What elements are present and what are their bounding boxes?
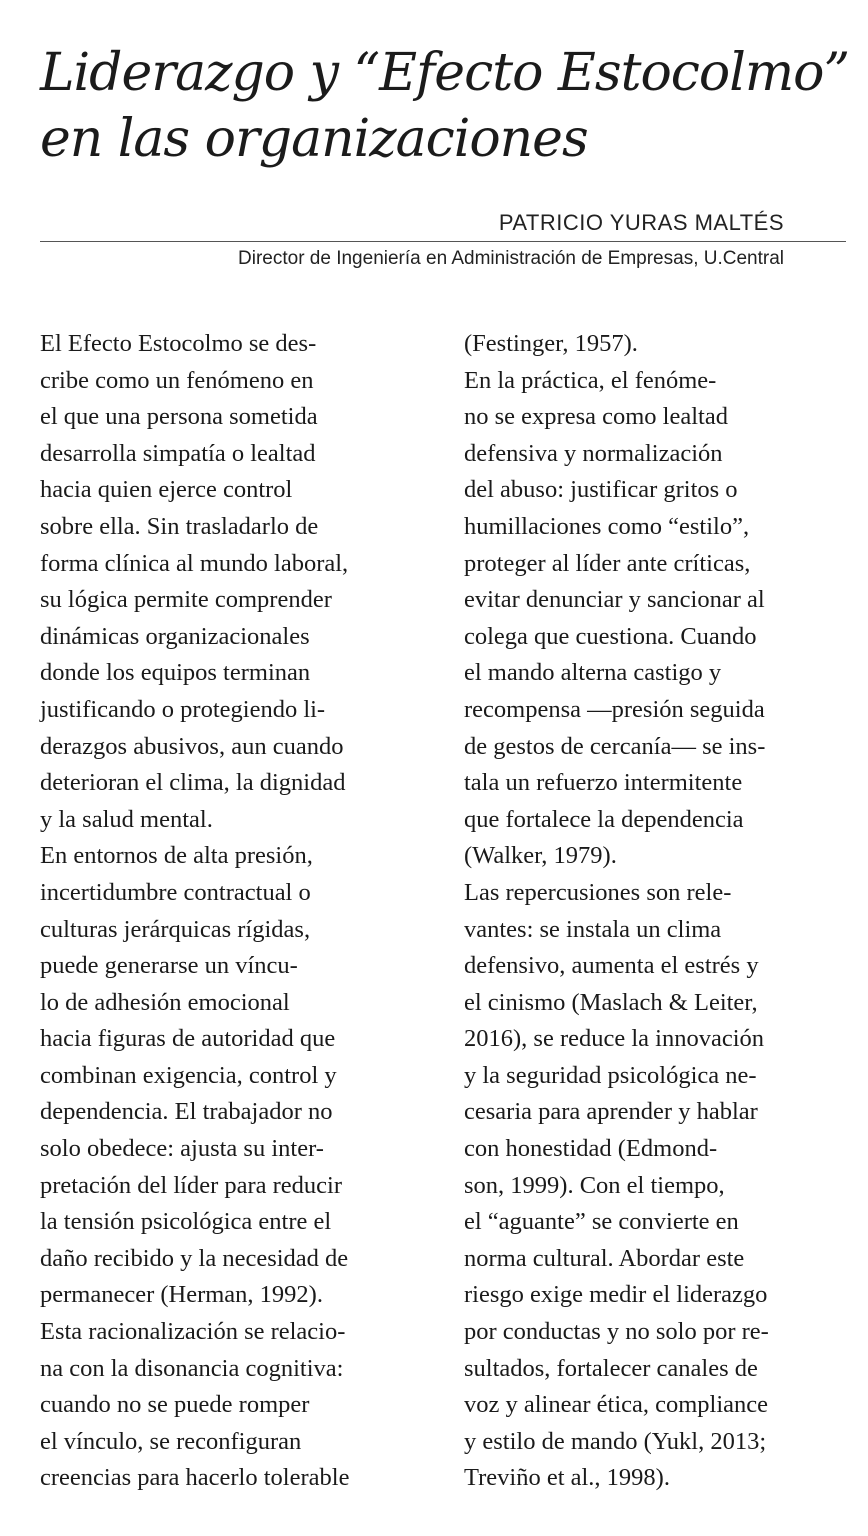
body-text-line: riesgo exige medir el liderazgo: [464, 1281, 768, 1309]
body-text-line: (Walker, 1979).: [464, 842, 617, 870]
body-text-line: daño recibido y la necesidad de: [40, 1244, 349, 1272]
body-text-line: la tensión psicológica entre el: [40, 1208, 332, 1236]
body-text-line: de gestos de cercanía— se ins-: [464, 732, 766, 760]
right-column: [464, 326, 864, 1497]
body-text-line: lo de adhesión emocional: [40, 988, 290, 1016]
body-text-line: forma clínica al mundo laboral,: [40, 549, 349, 577]
body-text-line: Esta racionalización se relacio-: [40, 1318, 346, 1346]
body-text-line: el que una persona sometida: [40, 403, 318, 431]
body-text-line: solo obedece: ajusta su inter-: [40, 1135, 324, 1163]
body-text-line: donde los equipos terminan: [40, 659, 311, 687]
body-text-line: defensiva y normalización: [464, 439, 723, 467]
body-text-line: colega que cuestiona. Cuando: [464, 622, 757, 650]
body-text-line: humillaciones como “estilo”,: [464, 512, 750, 540]
body-text-line: En entornos de alta presión,: [40, 842, 313, 870]
body-text-line: cribe como un fenómeno en: [40, 366, 314, 394]
body-text-line: del abuso: justificar gritos o: [464, 476, 738, 504]
body-text-line: En la práctica, el fenóme-: [464, 366, 717, 394]
body-text-line: el mando alterna castigo y: [464, 659, 722, 687]
title-line: Liderazgo y “Efecto Estocolmo”: [40, 43, 850, 103]
body-text-line: y la salud mental.: [40, 805, 213, 833]
body-text-line: pretación del líder para reducir: [40, 1171, 343, 1199]
body-text-line: cuando no se puede romper: [40, 1391, 310, 1419]
body-text-line: norma cultural. Abordar este: [464, 1244, 745, 1272]
body-text-line: na con la disonancia cognitiva:: [40, 1354, 344, 1382]
body-text-line: sobre ella. Sin trasladarlo de: [40, 512, 319, 540]
body-text-line: el “aguante” se convierte en: [464, 1208, 739, 1236]
body-text-line: puede generarse un víncu-: [40, 952, 298, 980]
body-text-line: justificando o protegiendo li-: [40, 695, 326, 723]
body-text-line: dependencia. El trabajador no: [40, 1098, 333, 1126]
body-text-line: defensivo, aumenta el estrés y: [464, 952, 759, 980]
body-text-line: no se expresa como lealtad: [464, 403, 728, 431]
body-text-line: voz y alinear ética, compliance: [464, 1391, 769, 1419]
body-text-line: con honestidad (Edmond-: [464, 1135, 718, 1163]
body-text-line: por conductas y no solo por re-: [464, 1318, 769, 1346]
body-text-line: culturas jerárquicas rígidas,: [40, 915, 311, 943]
body-text-line: el cinismo (Maslach & Leiter,: [464, 988, 758, 1016]
body-text-line: que fortalece la dependencia: [464, 805, 744, 833]
body-text-line: El Efecto Estocolmo se des-: [40, 330, 317, 357]
body-text-line: y la seguridad psicológica ne-: [464, 1061, 757, 1089]
body-text-line: dinámicas organizacionales: [40, 622, 310, 650]
body-text-line: hacia quien ejerce control: [40, 476, 293, 504]
body-text-line: derazgos abusivos, aun cuando: [40, 732, 344, 760]
body-text-line: proteger al líder ante críticas,: [464, 549, 751, 577]
byline-divider: [40, 241, 846, 242]
left-column: [40, 326, 450, 1497]
body-text-line: son, 1999). Con el tiempo,: [464, 1171, 725, 1199]
body-text-line: hacia figuras de autoridad que: [40, 1025, 336, 1053]
body-text-line: vantes: se instala un clima: [464, 915, 722, 943]
body-text-line: deterioran el clima, la dignidad: [40, 769, 346, 797]
body-text-line: desarrolla simpatía o lealtad: [40, 439, 316, 467]
body-text-line: tala un refuerzo intermitente: [464, 769, 743, 797]
body-text-line: recompensa —presión seguida: [464, 695, 765, 723]
author-role: Director de Ingeniería en Administración de Empresas, U.Central: [238, 248, 784, 269]
body-text-line: 2016), se reduce la innovación: [464, 1025, 765, 1053]
article-title: [40, 40, 860, 172]
body-text-line: Treviño et al., 1998).: [464, 1464, 670, 1492]
body-text-line: el vínculo, se reconfiguran: [40, 1427, 302, 1455]
body-text-line: Las repercusiones son rele-: [464, 878, 732, 906]
body-text-line: y estilo de mando (Yukl, 2013;: [464, 1427, 767, 1455]
author-name: PATRICIO YURAS MALTÉS: [498, 210, 784, 235]
body-text-line: sultados, fortalecer canales de: [464, 1354, 758, 1382]
body-text-line: creencias para hacerlo tolerable: [40, 1464, 350, 1492]
body-text-line: su lógica permite comprender: [40, 586, 332, 614]
title-line: en las organizaciones: [40, 109, 588, 169]
body-text-line: evitar denunciar y sancionar al: [464, 586, 765, 614]
body-text-line: permanecer (Herman, 1992).: [40, 1281, 323, 1309]
body-text-line: cesaria para aprender y hablar: [464, 1098, 758, 1126]
body-text-line: incertidumbre contractual o: [40, 878, 311, 906]
body-text-line: (Festinger, 1957).: [464, 330, 638, 357]
body-text-line: combinan exigencia, control y: [40, 1061, 337, 1089]
